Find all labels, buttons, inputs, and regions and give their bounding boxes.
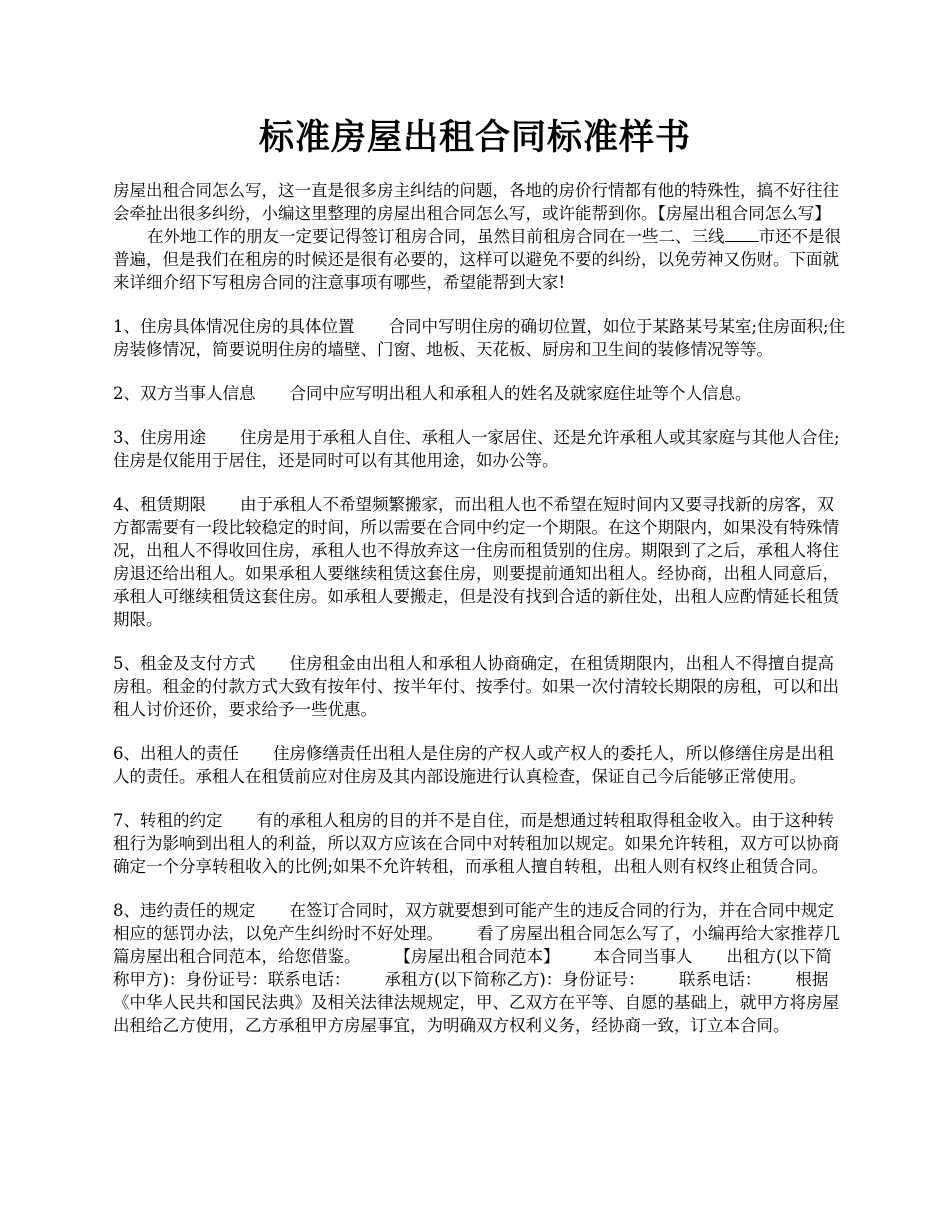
item-paragraph bbox=[113, 652, 848, 721]
item-heading: 4、租赁期限 bbox=[113, 495, 206, 514]
last-text-2: 看了房屋出租合同怎么写了，小编再给大家推荐几篇房屋出租合同范本，给您借鉴。 bbox=[113, 924, 840, 966]
item-text: 住房租金由出租人和承租人协商确定，在租赁期限内，出租人不得擅自提高房租。租金的付款方式大致有按年付、按半年付、按季付。如果一次付清较长期限的房租，可以和出租人讨价还价，要求给予一些优惠。 bbox=[113, 654, 839, 719]
lessor-info: 出租方(以下简称甲方)：身份证号：联系电话： bbox=[113, 947, 832, 989]
item-heading: 3、住房用途 bbox=[113, 428, 206, 447]
intro-heading: 【房屋出租合同怎么写】 bbox=[657, 204, 831, 223]
contract-preamble: 根据《中华人民共和国民法典》及相关法律法规规定，甲、乙双方在平等、自愿的基础上，就甲方将房屋出租给乙方使用，乙方承租甲方房屋事宜，为明确双方权利义务，经协商一致，订立本合同。 bbox=[113, 970, 839, 1035]
item-paragraph bbox=[113, 382, 848, 405]
last-text-1: 在签订合同时，双方就要想到可能产生的违反合同的行为，并在合同中规定相应的惩罚办法，以免产生纠纷时不好处理。 bbox=[113, 901, 834, 943]
intro-text-b: 市还不是很普遍，但是我们在租房的时候还是很有必要的，这样可以避免不要的纠纷，以免劳神又伤财。下面就来详细介绍下写租房合同的注意事项有哪些，希望能帮到大家! bbox=[113, 227, 841, 292]
sample-heading: 【房屋出租合同范本】 bbox=[394, 947, 560, 966]
item-heading: 1、住房具体情况住房的具体位置 bbox=[113, 317, 355, 336]
intro-text-a: 在外地工作的朋友一定要记得签订租房合同，虽然目前租房合同在一些二、三线 bbox=[147, 227, 725, 246]
item-text: 有的承租人租房的目的并不是自住，而是想通过转租取得租金收入。由于这种转租行为影响到出租人的利益，所以双方应该在合同中对转租加以规定。如果允许转租，双方可以协商确定一个分享转租收入的比例;如果不允许转租，而承租人擅自转租，出租人则有权终止租赁合同。 bbox=[113, 811, 839, 876]
document-title: 标准房屋出租合同标准样书 bbox=[258, 117, 691, 158]
item-heading: 6、出租人的责任 bbox=[113, 744, 239, 763]
item-paragraph bbox=[113, 493, 848, 631]
item-heading: 2、双方当事人信息 bbox=[113, 384, 256, 403]
item-paragraph bbox=[113, 809, 848, 878]
parties-label: 本合同当事人 bbox=[593, 947, 693, 966]
item-paragraph bbox=[113, 742, 848, 788]
intro-line: 房屋出租合同怎么写，这一直是很多房主纠结的问题，各地的房价行情都有他的特殊性，搞不好往往会牵扯出很多纠纷，小编这里整理的房屋出租合同怎么写，或许能帮到你。 bbox=[113, 181, 839, 223]
item-heading: 5、租金及支付方式 bbox=[113, 654, 256, 673]
item-text: 住房是用于承租人自住、承租人一家居住、还是允许承租人或其家庭与其他人合住;住房是仅能用于居住，还是同时可以有其他用途，如办公等。 bbox=[113, 428, 840, 470]
last-heading: 8、违约责任的规定 bbox=[113, 901, 256, 920]
item-text: 合同中应写明出租人和承租人的姓名及就家庭住址等个人信息。 bbox=[289, 384, 752, 403]
item-heading: 7、转租的约定 bbox=[113, 811, 223, 830]
item-text: 住房修缮责任出租人是住房的产权人或产权人的委托人，所以修缮住房是出租人的责任。承租人在租赁前应对住房及其内部设施进行认真检查，保证自己今后能够正常使用。 bbox=[113, 744, 834, 786]
item-text: 由于承租人不希望频繁搬家，而出租人也不希望在短时间内又要寻找新的房客，双方都需要有一段比较稳定的时间，所以需要在合同中约定一个期限。在这个期限内，如果没有特殊情况，出租人不得收回住房，承租人也不得放弃这一住房而租赁别的住房。期限到了之后，承租人将住房退还给出租人。如果承租人要继续租赁这套住房，则要提前通知出租人。经协商，出租人同意后，承租人可继续租赁这套住房。如承租人要搬走，但是没有找到合适的新住处，出租人应酌情延长租赁期限。 bbox=[113, 495, 839, 629]
item-paragraph bbox=[113, 315, 848, 361]
blank-underline bbox=[725, 227, 759, 242]
lessee-phone: 联系电话： bbox=[678, 970, 762, 989]
item-paragraph bbox=[113, 426, 848, 472]
lessee-info: 承租方(以下简称乙方)：身份证号： bbox=[384, 970, 645, 989]
last-paragraph bbox=[113, 899, 848, 1037]
intro-paragraph bbox=[113, 179, 848, 294]
item-text: 合同中写明住房的确切位置，如位于某路某号某室;住房面积;住房装修情况，简要说明住房的墙壁、门窗、地板、天花板、厨房和卫生间的装修情况等等。 bbox=[113, 317, 846, 359]
document-body bbox=[113, 179, 848, 1058]
